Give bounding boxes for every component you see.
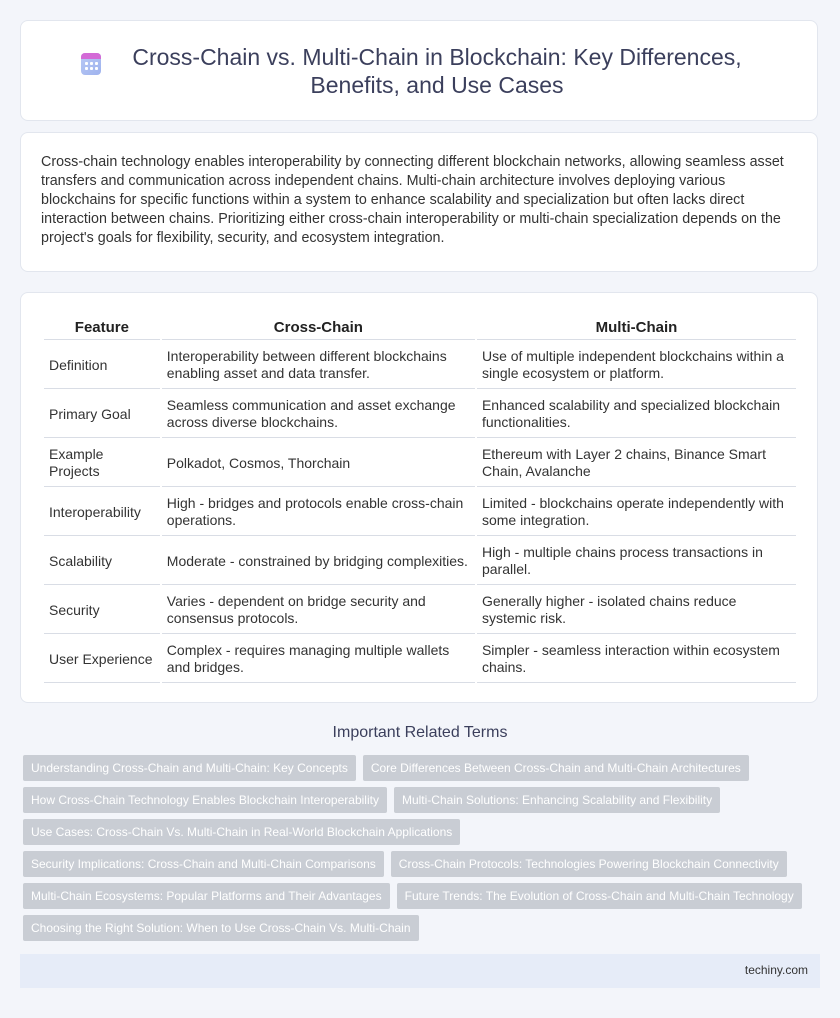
header-content xyxy=(81,43,757,99)
related-term-link[interactable]: Choosing the Right Solution: When to Use Cross-Chain Vs. Multi-Chain xyxy=(23,915,419,941)
cross-chain-cell: Varies - dependent on bridge security and consensus protocols. xyxy=(162,587,475,634)
multi-chain-cell: Ethereum with Layer 2 chains, Binance Smart Chain, Avalanche xyxy=(477,440,796,487)
related-term-link[interactable]: Multi-Chain Ecosystems: Popular Platforms and Their Advantages xyxy=(23,883,390,909)
header-multi-chain: Multi-Chain xyxy=(477,317,796,340)
feature-cell: Definition xyxy=(44,342,160,389)
multi-chain-cell: Simpler - seamless interaction within ecosystem chains. xyxy=(477,636,796,683)
table-row xyxy=(44,636,796,683)
intro-text: Cross-chain technology enables interoperability by connecting different blockchain networks, allowing seamless asset transfers and communication across independent chains. Multi-chain architecture involves deploying various blockchains for specific functions within a system to enhance scalability and specialization but often lacks direct interaction between chains. Prioritizing either cross-chain interoperability or multi-chain specialization depends on the project's goals for flexibility, security, and ecosystem integration. xyxy=(41,154,784,246)
feature-cell: Primary Goal xyxy=(44,391,160,438)
feature-cell: Example Projects xyxy=(44,440,160,487)
page-title: Cross-Chain vs. Multi-Chain in Blockchain: Key Differences, Benefits, and Use Cases xyxy=(132,43,742,98)
cross-chain-cell: Seamless communication and asset exchange across diverse blockchains. xyxy=(162,391,475,438)
header-card xyxy=(20,20,818,121)
related-term-link[interactable]: Multi-Chain Solutions: Enhancing Scalability and Flexibility xyxy=(394,787,720,813)
multi-chain-cell: High - multiple chains process transactions in parallel. xyxy=(477,538,796,585)
table-row xyxy=(44,342,796,389)
related-term-link[interactable]: Security Implications: Cross-Chain and Multi-Chain Comparisons xyxy=(23,851,384,877)
footer xyxy=(20,954,820,988)
table-row xyxy=(44,440,796,487)
related-terms-title: Important Related Terms xyxy=(332,724,508,741)
related-term-link[interactable]: Future Trends: The Evolution of Cross-Chain and Multi-Chain Technology xyxy=(397,883,802,909)
cross-chain-cell: High - bridges and protocols enable cross-chain operations. xyxy=(162,489,475,536)
feature-cell: Scalability xyxy=(44,538,160,585)
related-term-link[interactable]: Cross-Chain Protocols: Technologies Powering Blockchain Connectivity xyxy=(391,851,787,877)
site-name[interactable]: techiny.com xyxy=(744,963,808,977)
multi-chain-cell: Generally higher - isolated chains reduce systemic risk. xyxy=(477,587,796,634)
document-icon xyxy=(81,51,103,75)
header-feature: Feature xyxy=(44,317,160,340)
related-term-link[interactable]: Use Cases: Cross-Chain Vs. Multi-Chain in Real-World Blockchain Applications xyxy=(23,819,460,845)
table-row xyxy=(44,538,796,585)
feature-cell: Interoperability xyxy=(44,489,160,536)
multi-chain-cell: Enhanced scalability and specialized blockchain functionalities. xyxy=(477,391,796,438)
table-row xyxy=(44,587,796,634)
feature-cell: User Experience xyxy=(44,636,160,683)
multi-chain-cell: Use of multiple independent blockchains within a single ecosystem or platform. xyxy=(477,342,796,389)
related-term-link[interactable]: Understanding Cross-Chain and Multi-Chain: Key Concepts xyxy=(23,755,356,781)
multi-chain-cell: Limited - blockchains operate independently with some integration. xyxy=(477,489,796,536)
feature-cell: Security xyxy=(44,587,160,634)
related-terms-list xyxy=(23,755,813,947)
table-row xyxy=(44,391,796,438)
table-header-row xyxy=(44,317,796,340)
cross-chain-cell: Complex - requires managing multiple wallets and bridges. xyxy=(162,636,475,683)
related-term-link[interactable]: How Cross-Chain Technology Enables Blockchain Interoperability xyxy=(23,787,387,813)
cross-chain-cell: Moderate - constrained by bridging complexities. xyxy=(162,538,475,585)
cross-chain-cell: Interoperability between different blockchains enabling asset and data transfer. xyxy=(162,342,475,389)
header-cross-chain: Cross-Chain xyxy=(162,317,475,340)
intro-card xyxy=(20,132,818,272)
related-term-link[interactable]: Core Differences Between Cross-Chain and Multi-Chain Architectures xyxy=(363,755,749,781)
comparison-table xyxy=(42,315,798,685)
table-row xyxy=(44,489,796,536)
cross-chain-cell: Polkadot, Cosmos, Thorchain xyxy=(162,440,475,487)
comparison-card xyxy=(20,292,818,703)
